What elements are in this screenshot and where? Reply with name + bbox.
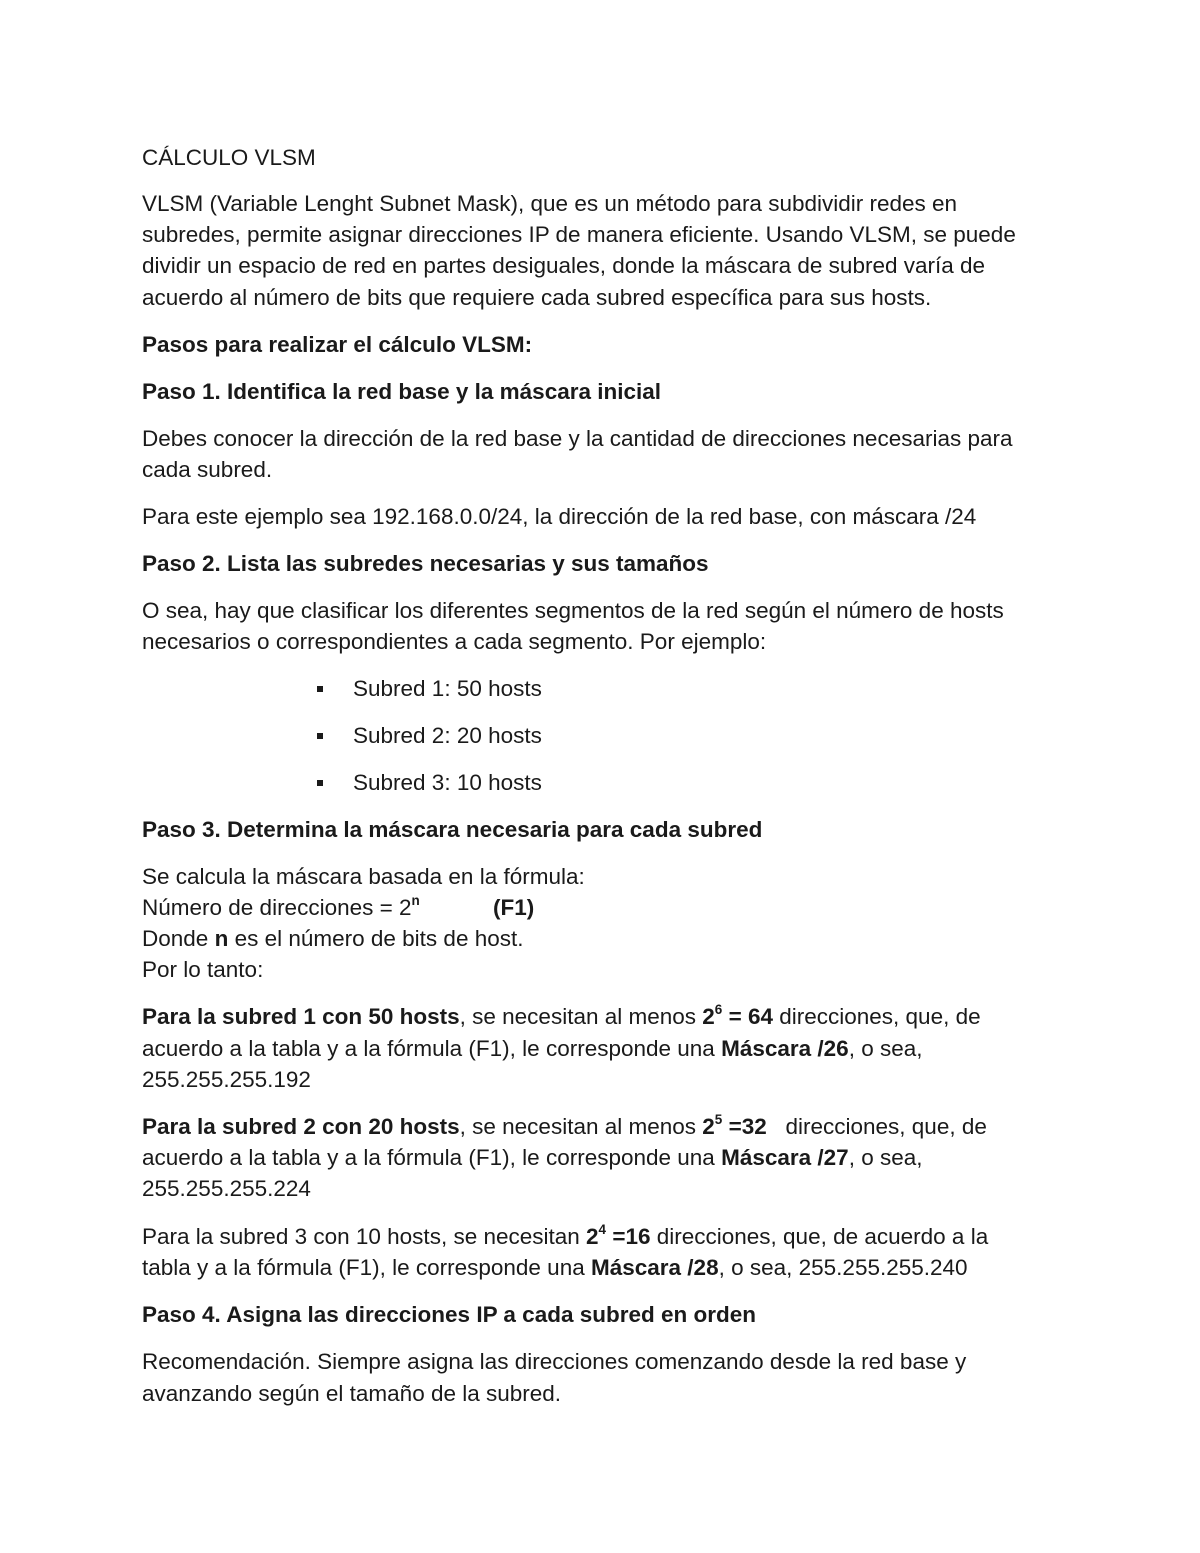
subred2-line-2 — [142, 1142, 922, 1174]
text-run: direcciones, que, de — [772, 1004, 981, 1029]
subred1-line-1 — [142, 1001, 981, 1033]
text-run: es el número de bits de host. — [228, 926, 524, 951]
step2-p1-line-1: O sea, hay que clasificar los diferentes segmentos de la red según el número de hosts — [142, 598, 1004, 623]
mask-value: Máscara /26 — [721, 1036, 849, 1061]
subred3-line-2 — [142, 1252, 968, 1284]
document-title: CÁLCULO VLSM — [142, 145, 316, 170]
text-run: , se necesitan al menos — [459, 1114, 703, 1139]
power-result: =16 — [606, 1224, 651, 1249]
subred3-line-1 — [142, 1221, 988, 1253]
list-item-text: Subred 2: 20 hosts — [353, 723, 542, 748]
step2-p1-line-2: necesarios o correspondientes a cada segmento. Por ejemplo: — [142, 629, 767, 654]
text-run: , o sea, 255.255.255.240 — [718, 1255, 968, 1280]
step3-line-4: Por lo tanto: — [142, 957, 264, 982]
step3-line-1: Se calcula la máscara basada en la fórmula: — [142, 864, 585, 889]
text-run: , o sea, — [848, 1145, 923, 1170]
power-base: 2 — [586, 1224, 599, 1249]
text-run: , se necesitan al menos — [459, 1004, 703, 1029]
list-item-text: Subred 3: 10 hosts — [353, 770, 542, 795]
formula-text: Número de direcciones = 2 — [142, 895, 412, 920]
power-exponent: 4 — [598, 1221, 607, 1237]
mask-value: Máscara /27 — [721, 1145, 849, 1170]
step1-p1-line-2: cada subred. — [142, 457, 273, 482]
intro-line-4: acuerdo al número de bits que requiere cada subred específica para sus hosts. — [142, 285, 932, 310]
intro-line-2: subredes, permite asignar direcciones IP de manera eficiente. Usando VLSM, se puede — [142, 222, 1016, 247]
bold-run: Para la subred 2 con 20 hosts — [142, 1114, 460, 1139]
bold-run: n — [214, 926, 229, 951]
text-run: direcciones, que, de — [766, 1114, 987, 1139]
step3-line-3 — [142, 923, 523, 955]
text-run: Donde — [142, 926, 215, 951]
subred1-line-2 — [142, 1033, 922, 1065]
text-run: Para la subred 3 con 10 hosts, se necesitan — [142, 1224, 587, 1249]
subred1-ip: 255.255.255.192 — [142, 1067, 311, 1092]
formula-label: (F1) — [493, 895, 535, 920]
list-item-text: Subred 1: 50 hosts — [353, 676, 542, 701]
power-exponent: 5 — [714, 1111, 723, 1127]
power-base: 2 — [702, 1004, 715, 1029]
formula-exponent: n — [411, 892, 420, 908]
power-base: 2 — [702, 1114, 715, 1139]
text-run: tabla y a la fórmula (F1), le corresponde una — [142, 1255, 591, 1280]
intro-line-1: VLSM (Variable Lenght Subnet Mask), que es un método para subdividir redes en — [142, 191, 958, 216]
step4-p1-line-2: avanzando según el tamaño de la subred. — [142, 1381, 562, 1406]
bullet-square-icon — [317, 733, 323, 739]
intro-line-3: dividir un espacio de red en partes desiguales, donde la máscara de subred varía de — [142, 253, 986, 278]
mask-value: Máscara /28 — [590, 1255, 719, 1280]
steps-heading: Pasos para realizar el cálculo VLSM: — [142, 332, 533, 357]
subred2-ip: 255.255.255.224 — [142, 1176, 311, 1201]
step4-heading: Paso 4. Asigna las direcciones IP a cada subred en orden — [142, 1302, 756, 1327]
power-result: = 64 — [722, 1004, 773, 1029]
text-run: acuerdo a la tabla y a la fórmula (F1), le corresponde una — [142, 1145, 722, 1170]
step1-heading: Paso 1. Identifica la red base y la máscara inicial — [142, 379, 662, 404]
formula-line — [142, 892, 535, 924]
step3-heading: Paso 3. Determina la máscara necesaria para cada subred — [142, 817, 763, 842]
power-result: =32 — [722, 1114, 767, 1139]
step1-p2: Para este ejemplo sea 192.168.0.0/24, la dirección de la red base, con máscara /24 — [142, 504, 977, 529]
step2-heading: Paso 2. Lista las subredes necesarias y sus tamaños — [142, 551, 709, 576]
text-run: direcciones, que, de acuerdo a la — [650, 1224, 989, 1249]
subred2-line-1 — [142, 1111, 987, 1143]
text-run: , o sea, — [848, 1036, 923, 1061]
bullet-square-icon — [317, 780, 323, 786]
power-exponent: 6 — [714, 1001, 723, 1017]
bold-run: Para la subred 1 con 50 hosts — [142, 1004, 460, 1029]
step1-p1-line-1: Debes conocer la dirección de la red base y la cantidad de direcciones necesarias para — [142, 426, 1013, 451]
text-run: acuerdo a la tabla y a la fórmula (F1), le corresponde una — [142, 1036, 722, 1061]
bullet-square-icon — [317, 686, 323, 692]
step4-p1-line-1: Recomendación. Siempre asigna las direcciones comenzando desde la red base y — [142, 1349, 967, 1374]
